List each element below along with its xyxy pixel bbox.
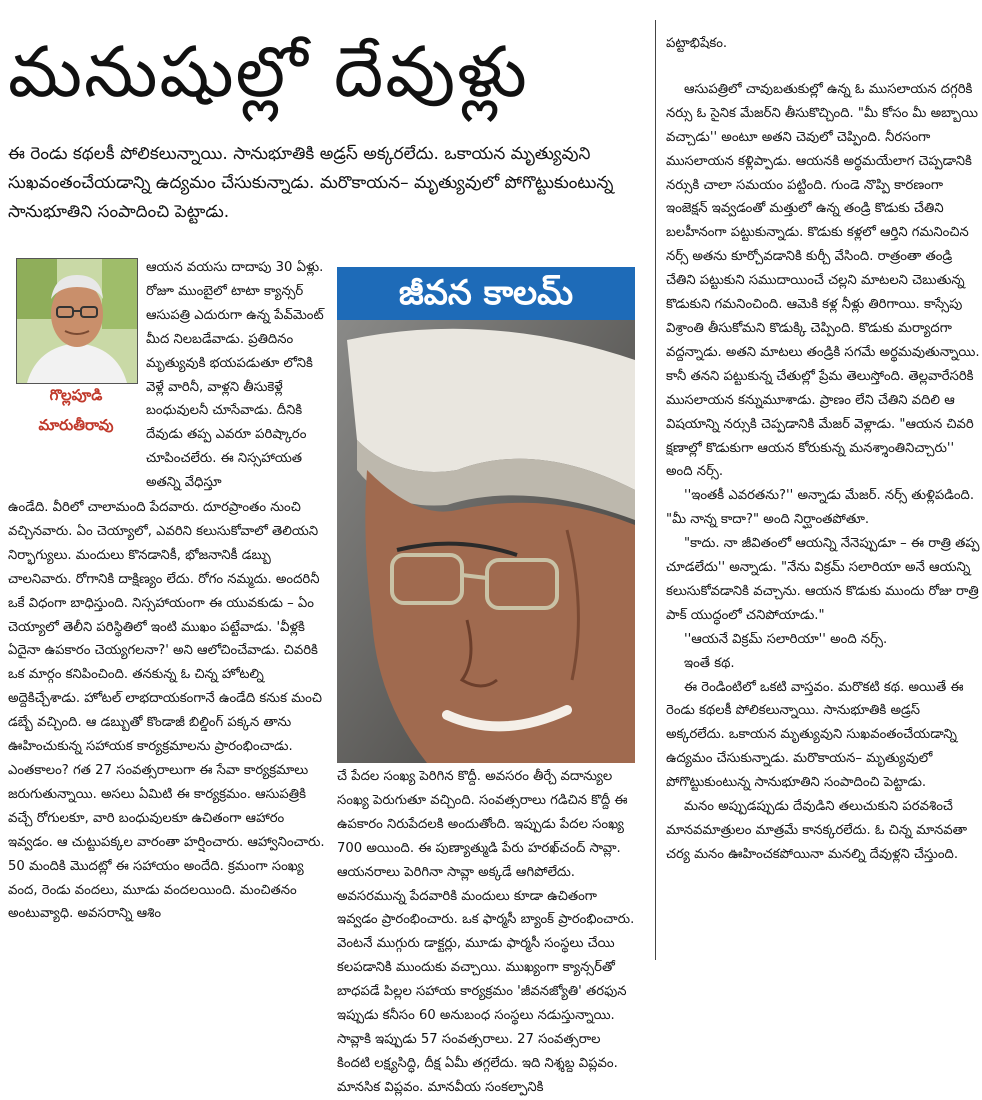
col3-paragraph: ఆసుపత్రిలో చావుబతుకుల్లో ఉన్న ఓ ముసలాయన దగ్గరికి నర్సు ఓ సైనిక మేజర్‌ని తీసుకొచ్చింది. "మీ కోసం మీ అబ్బాయి వచ్చాడు'' అంటూ అతని చెవులో చెప్పింది. నీరసంగా ముసలాయన కళ్లిప్పాడు. ఆయనకి అర్థమయేలాగ చెప్పడానికి నర్సుకి చాలా సమయం పట్టింది. గుండె నొప్పి కారణంగా ఇంజెక్షన్ ఇవ్వడంతో మత్తులో ఉన్న తండ్రి కొడుకు చేతిని బలహీనంగా పట్టుకున్నాడు. కొడుకు కళ్లలో ఆర్తిని గమనించిన నర్స్ అతను కూర్చోవడానికి కుర్చీ వేసింది. రాత్రంతా తండ్రి చేతిని పట్టుకుని సముదాయించే చల్లని మాటలని చెబుతున్న కొడుకుని గమనించింది. ఆమెకి కళ్ల నీళ్లు తిరిగాయి. కాస్సేపు విశ్రాంతి తీసుకోమని కొడుక్కి చెప్పింది. కొడుకు మర్యాదగా వద్దన్నాడు. అతని మాటలు తండ్రికి సగమే అర్థమవుతున్నాయి. కానీ తనని పట్టుకున్న చేతుల్లో ప్రేమ తెలుస్తోంది. తెల్లవారేసరికి ముసలాయన కన్నుమూశాడు. ప్రాణం లేని చేతిని వదిలి ఆ విషయాన్ని నర్సుకి చెప్పడానికి మేజర్ వెళ్లాడు. "ఆయన చివరి క్షణాల్లో కొడుకుగా ఆయన కోరుకున్న మనశ్శాంతినిచ్చారు'' అంది నర్స్.	[666, 81, 980, 480]
col3-paragraph: పట్టాభిషేకం.	[666, 36, 728, 51]
author-photo	[16, 258, 138, 384]
column-2-text: చే పేదల సంఖ్య పెరిగిన కొద్దీ. అవసరం తీర్చే వదాన్యుల సంఖ్య పెరుగుతూ వచ్చింది. సంవత్సరాలు గడిచిన కొద్దీ ఈ ఉపకారం నిరుపేదలకి అందుతోంది. ఇప్పుడు పేదల సంఖ్య 700 అయింది. ఈ పుణ్యాత్ముడి పేరు హరఖ్‌చంద్ సావ్లా. ఆయనరాలు పెరిగినా సావ్లా అక్కడే ఆగిపోలేదు. అవసరమున్న పేదవారికి మందులు కూడా ఉచితంగా ఇవ్వడం ప్రారంభించారు. ఒక ఫార్మసీ బ్యాంక్ ప్రారంభించారు. వెంటనే ముగ్గురు డాక్టర్లు, మూడు ఫార్మసీ సంస్థలు చేయి కలపడానికి ముందుకు వచ్చాయి. ముఖ్యంగా క్యాన్సర్‌తో బాధపడే పిల్లల సహాయ కార్యక్రమం 'జీవనజ్యోతి' తరఫున ఇప్పుడు కనీసం 60 అనుబంధ సంస్థలు నడుస్తున్నాయి. సావ్లాకి ఇప్పుడు 57 సంవత్సరాలు. 27 సంవత్సరాల కిందటి లక్ష్యసిద్ధి, దీక్ష ఏమీ తగ్గలేదు. ఇది నిశ్శబ్ద విప్లవం. మానసిక విప్లవం. మానవీయ సంకల్పానికి	[337, 769, 635, 1095]
column-divider	[655, 20, 656, 960]
author-name-line2: మారుతీరావు	[38, 416, 114, 434]
col3-paragraph: ''ఇంతకీ ఎవరతను?'' అన్నాడు మేజర్. నర్స్ తుళ్లిపడింది. "మీ నాన్న కాదా?" అంది నిర్ఘాంతపోతూ.	[666, 488, 975, 528]
author-name-line1: గొల్లపూడి	[49, 386, 103, 404]
col3-paragraph: ఇంతే కథ.	[684, 655, 735, 671]
col3-paragraph: "కాదు. నా జీవితంలో ఆయన్ని నేనెప్పుడూ – ఈ రాత్రి తప్ప చూడలేదు'' అన్నాడు. "నేను విక్రమ్ సలారియా అనే ఆయన్ని కలుసుకోవడానికి వచ్చాను. ఆయన కొడుకు ముందు రోజు రాత్రి పాక్ యుద్ధంలో చనిపోయాడు."	[666, 536, 980, 623]
intro-paragraph: ఈ రెండు కథలకీ పోలికలున్నాయి. సానుభూతికి అడ్రస్ అక్కరలేదు. ఒకాయన మృత్యువుని సుఖవంతంచేయడాన్ని ఉద్యమం చేసుకున్నాడు. మరొకాయన– మృత్యువులో పోగొట్టుకుంటున్న సానుభూతిని సంపాదించి పెట్టాడు.	[8, 144, 614, 222]
main-photo	[337, 320, 635, 763]
column-1-top-text: ఆయన వయసు దాదాపు 30 ఏళ్లు. రోజూ ముంబైలో టాటా క్యాన్సర్ ఆసుపత్రి ఎదురుగా ఉన్న పేవ్‌మెంట్ మీద నిలబడేవాడు. ప్రతిదినం మృత్యువుకి భయపడుతూ లోనికి వెళ్లే వారినీ, వాళ్లని తీసుకెళ్లే బంధువులనీ చూసేవాడు. దీనికి దేవుడు తప్ప ఎవరూ పరిష్కారం చూపించలేరు. ఈ నిస్సహాయత అతన్ని వేధిస్తూ	[146, 260, 324, 491]
col3-paragraph: ''ఆయనే విక్రమ్ సలారియా'' అంది నర్స్.	[684, 631, 888, 647]
column-banner: జీవన కాలమ్	[337, 267, 635, 320]
column-3-text	[666, 32, 980, 867]
col3-paragraph: ఈ రెండింటిలో ఒకటి వాస్తవం. మరొకటి కథ. అయితే ఈ రెండు కథలకీ పోలికలున్నాయి. సానుభూతికి అడ్రస్ అక్కరలేదు. ఒకాయన మృత్యువుని సుఖవంతంచేయడాన్ని ఉద్యమం చేసుకున్నాడు. మరొకాయన– మృత్యువులో పోగొట్టుకుంటున్న సానుభూతిని సంపాదించి పెట్టాడు.	[666, 679, 964, 791]
headline: మనుషుల్లో దేవుళ్లు	[8, 31, 529, 113]
author-byline	[16, 380, 136, 480]
col3-paragraph: మనం అప్పుడప్పుడు దేవుడిని తలుచుకుని పరవశించే మానవమాత్రులం మాత్రమే కానక్కరలేదు. ఓ చిన్న మానవతా చర్య మనం ఊహించకపోయినా మనల్ని దేవుళ్లని చేస్తుంది.	[666, 799, 968, 862]
column-1-bottom-text: ఉండేది. వీరిలో చాలామంది పేదవారు. దూరప్రాంతం నుంచి వచ్చినవారు. ఏం చెయ్యాలో, ఎవరిని కలుసుకోవాలో తెలియని నిర్భాగ్యులు. మందులు కొనడానికీ, భోజనానికీ డబ్బు చాలనివారు. రోగానికి దాక్షిణ్యం లేదు. రోగం నమ్మదు. అందరినీ ఒకే విధంగా బాధిస్తుంది. నిస్సహాయంగా ఈ యువకుడు – ఏం చెయ్యాలో తెలీని పరిస్థితిలో ఇంటి ముఖం పట్టేవాడు. 'వీళ్లకి ఏదైనా ఉపకారం చెయ్యగలనా?' అని ఆలోచించేవాడు. చివరికి ఒక మార్గం కనిపించింది. తనకున్న ఓ చిన్న హోటల్ని అద్దెకిచ్చేశాడు. హోటల్ లాభదాయకంగానే ఉండేది కనుక మంచి డబ్బే వచ్చింది. ఆ డబ్బుతో కొండాజీ బిల్డింగ్ పక్కన తాను ఊహించుకున్న సహాయక కార్యక్రమాలను ప్రారంభించాడు. ఎంతకాలం? గత 27 సంవత్సరాలుగా ఈ సేవా కార్యక్రమాలు జరుగుతున్నాయి. అసలు ఏమిటి ఈ కార్యక్రమం. ఆసుపత్రికి వచ్చే రోగులకూ, వారి బంధువులకూ ఉచితంగా ఆహారం ఇవ్వడం. ఆ చుట్టుపక్కల వారంతా హర్షించారు. ఆహ్వానించారు. 50 మందికి మొదట్లో ఈ సహాయం అందేది. క్రమంగా సంఖ్య వంద, రెండు వందలు, మూడు వందలయింది. మంచితనం అంటువ్యాధి. అవసరాన్ని ఆశిం	[8, 500, 325, 922]
